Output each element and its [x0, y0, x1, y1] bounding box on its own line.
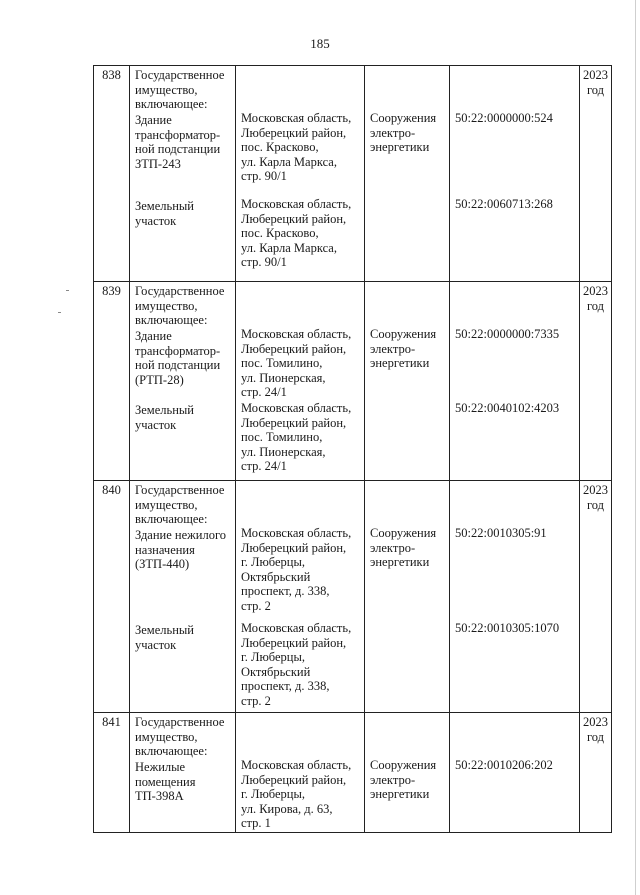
address-line: Люберецкий район, — [241, 415, 347, 430]
scan-speck — [58, 312, 61, 313]
purpose-line: энергетики — [370, 140, 430, 155]
row-number: 839 — [94, 282, 130, 481]
address-line: Люберецкий район, — [241, 772, 347, 787]
header-line: включающее: — [135, 97, 208, 112]
scan-speck — [66, 290, 69, 291]
purpose-line: энергетики — [370, 356, 430, 371]
address-line: Московская область, — [241, 401, 352, 415]
address-line: г. Люберцы, — [241, 787, 305, 802]
header-line: Государственное — [135, 284, 225, 298]
purpose-line: Сооружения — [370, 327, 437, 341]
cadastral-cell — [450, 66, 580, 282]
address-line: Московская область, — [241, 111, 352, 125]
purpose-cell — [365, 481, 450, 713]
year-line: 2023 — [583, 483, 608, 497]
address-cell — [236, 66, 365, 282]
year-line: 2023 — [583, 284, 608, 298]
purpose-cell — [365, 66, 450, 282]
address-line: Московская область, — [241, 526, 352, 540]
item-name-line: ной подстанции — [135, 142, 221, 157]
object-name-cell — [130, 481, 236, 713]
item-name-line: ТП-398А — [135, 789, 184, 804]
item-name-line: Здание — [135, 329, 172, 343]
address-cell — [236, 481, 365, 713]
table-row — [94, 481, 612, 713]
purpose-line: Сооружения — [370, 758, 437, 772]
address-line: ул. Карла Маркса, — [241, 154, 337, 169]
purpose-line: Сооружения — [370, 526, 437, 540]
header-line: имущество, — [135, 729, 198, 744]
header-line: Государственное — [135, 68, 225, 82]
purpose-line: электро- — [370, 540, 416, 555]
address-line: стр. 24/1 — [241, 385, 287, 400]
header-line: имущество, — [135, 497, 198, 512]
address-line: Люберецкий район, — [241, 540, 347, 555]
object-name-cell — [130, 713, 236, 833]
item-name-line: Земельный — [135, 199, 194, 213]
address-cell — [236, 713, 365, 833]
purpose-line: электро- — [370, 772, 416, 787]
item-name-line: Здание нежилого — [135, 528, 227, 542]
header-line: Государственное — [135, 715, 225, 729]
cadastral-number: 50:22:0000000:524 — [455, 111, 553, 125]
row-number: 838 — [94, 66, 130, 282]
cadastral-number: 50:22:0040102:4203 — [455, 401, 560, 415]
cadastral-number: 50:22:0010206:202 — [455, 758, 553, 772]
address-line: Люберецкий район, — [241, 341, 347, 356]
purpose-line: энергетики — [370, 787, 430, 802]
address-line: Люберецкий район, — [241, 211, 347, 226]
purpose-line: энергетики — [370, 555, 430, 570]
page-number: 185 — [310, 36, 330, 51]
cadastral-cell — [450, 282, 580, 481]
header-line: имущество, — [135, 82, 198, 97]
purpose-line: электро- — [370, 125, 416, 140]
item-name-line: Здание — [135, 113, 172, 127]
cadastral-number: 50:22:0000000:7335 — [455, 327, 560, 341]
item-name-line: Земельный — [135, 403, 194, 417]
address-line: Московская область, — [241, 197, 352, 211]
header-line: включающее: — [135, 512, 208, 527]
cadastral-cell — [450, 481, 580, 713]
header-line: Государственное — [135, 483, 225, 497]
address-line: Люберецкий район, — [241, 635, 347, 650]
property-table — [93, 65, 612, 833]
purpose-cell — [365, 282, 450, 481]
year-cell — [580, 713, 612, 833]
item-name-line: участок — [135, 637, 177, 652]
item-name-line: помещения — [135, 774, 196, 789]
address-line: стр. 2 — [241, 598, 271, 613]
address-line: пос. Томилино, — [241, 356, 323, 371]
item-name-line: Нежилые — [135, 760, 186, 774]
address-line: Московская область, — [241, 621, 352, 635]
cadastral-number: 50:22:0010305:91 — [455, 526, 547, 540]
item-name-line: Земельный — [135, 623, 194, 637]
address-line: Люберецкий район, — [241, 125, 347, 140]
address-line: пос. Красково, — [241, 226, 319, 241]
address-line: стр. 1 — [241, 816, 271, 831]
item-name-line: ной подстанции — [135, 358, 221, 373]
row-number: 841 — [94, 713, 130, 833]
address-line: ул. Пионерская, — [241, 370, 326, 385]
address-line: стр. 90/1 — [241, 255, 287, 270]
year-line: 2023 — [583, 68, 608, 82]
address-line: проспект, д. 338, — [241, 584, 330, 599]
address-line: стр. 2 — [241, 693, 271, 708]
address-line: Октябрьский — [241, 569, 311, 584]
address-line: ул. Карла Маркса, — [241, 240, 337, 255]
year-line: год — [586, 729, 605, 744]
address-line: г. Люберцы, — [241, 650, 305, 665]
year-cell — [580, 282, 612, 481]
purpose-line: электро- — [370, 341, 416, 356]
item-name-line: (РТП-28) — [135, 372, 184, 387]
year-line: год — [586, 298, 605, 313]
item-name-line: участок — [135, 417, 177, 432]
item-name-line: участок — [135, 213, 177, 228]
address-line: Московская область, — [241, 758, 352, 772]
object-name-cell — [130, 66, 236, 282]
scan-edge — [635, 0, 636, 895]
item-name-line: (ЗТП-440) — [135, 557, 190, 572]
year-line: год — [586, 82, 605, 97]
cadastral-cell — [450, 713, 580, 833]
address-line: пос. Томилино, — [241, 430, 323, 445]
object-name-cell — [130, 282, 236, 481]
year-line: 2023 — [583, 715, 608, 729]
cadastral-number: 50:22:0010305:1070 — [455, 621, 560, 635]
address-line: г. Люберцы, — [241, 555, 305, 570]
address-cell — [236, 282, 365, 481]
address-line: Октябрьский — [241, 664, 311, 679]
table-row — [94, 66, 612, 282]
item-name-line: ЗТП-243 — [135, 156, 181, 171]
purpose-cell — [365, 713, 450, 833]
table-row — [94, 713, 612, 833]
table-row — [94, 282, 612, 481]
year-cell — [580, 481, 612, 713]
purpose-line: Сооружения — [370, 111, 437, 125]
item-name-line: назначения — [135, 542, 195, 557]
address-line: Московская область, — [241, 327, 352, 341]
address-line: пос. Красково, — [241, 140, 319, 155]
item-name-line: трансформатор- — [135, 343, 221, 358]
header-line: имущество, — [135, 298, 198, 313]
address-line: ул. Кирова, д. 63, — [241, 801, 333, 816]
year-cell — [580, 66, 612, 282]
header-line: включающее: — [135, 744, 208, 759]
address-line: проспект, д. 338, — [241, 679, 330, 694]
address-line: ул. Пионерская, — [241, 444, 326, 459]
year-line: год — [586, 497, 605, 512]
address-line: стр. 90/1 — [241, 169, 287, 184]
item-name-line: трансформатор- — [135, 127, 221, 142]
header-line: включающее: — [135, 313, 208, 328]
cadastral-number: 50:22:0060713:268 — [455, 197, 553, 211]
row-number: 840 — [94, 481, 130, 713]
address-line: стр. 24/1 — [241, 459, 287, 474]
